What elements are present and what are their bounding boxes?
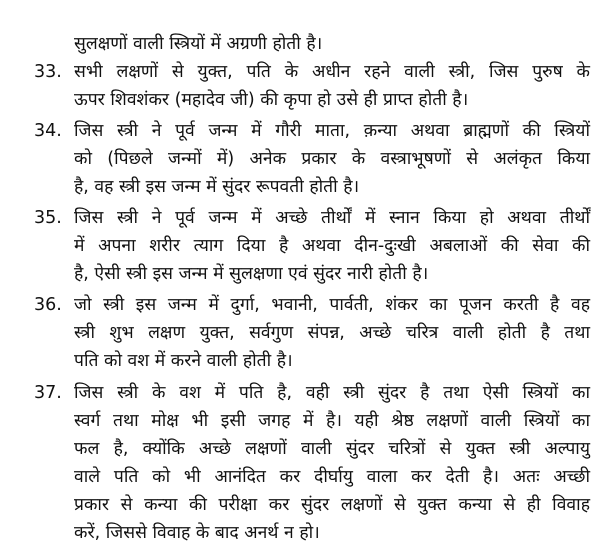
item-line: पति को वश में करने वाली होती है।	[74, 351, 293, 371]
item-line: स्त्री शुभ लक्षण युक्त, सर्वगुण संपन्न, अच्छे चरित्र वाली होती है तथा	[74, 323, 590, 343]
item-line: करें, जिससे विवाह के बाद अनर्थ न हो।	[74, 523, 320, 543]
item-number: 37.	[34, 383, 62, 403]
item-line: वाले पति को भी आनंदित कर दीर्घायु वाला कर देती है। अतः अच्छी	[74, 467, 590, 487]
item-number: 36.	[34, 295, 62, 315]
item-number: 34.	[34, 121, 62, 141]
item-line: सभी लक्षणों से युक्त, पति के अधीन रहने वाली स्त्री, जिस पुरुष के	[74, 62, 590, 82]
item-line: जिस स्त्री ने पूर्व जन्म में गौरी माता, क़न्या अथवा ब्राह्मणों की स्त्रियों	[74, 121, 590, 141]
item-line: स्वर्ग तथा मोक्ष भी इसी जगह में है। यही श्रेष्ठ लक्षणों वाली स्त्रियों का	[74, 411, 590, 431]
item-line: है, वह स्त्री इस जन्म में सुंदर रूपवती होती है।	[74, 177, 360, 197]
lead-line: सुलक्षणों वाली स्त्रियों में अग्रणी होती है।	[74, 34, 323, 54]
item-line: को (पिछले जन्मों में) अनेक प्रकार के वस्त्राभूषणों से अलंकृत किया	[74, 149, 590, 169]
item-line: जिस स्त्री ने पूर्व जन्म में अच्छे तीर्थों में स्नान किया हो अथवा तीर्थों	[74, 208, 590, 228]
item-line: जो स्त्री इस जन्म में दुर्गा, भवानी, पार्वती, शंकर का पूजन करती है वह	[74, 295, 590, 315]
item-line: ऊपर शिवशंकर (महादेव जी) की कृपा हो उसे ही प्राप्त होती है।	[74, 90, 469, 110]
item-line: जिस स्त्री के वश में पति है, वही स्त्री सुंदर है तथा ऐसी स्त्रियों का	[74, 383, 590, 403]
item-line: प्रकार से कन्या की परीक्षा कर सुंदर लक्षणों से युक्त कन्या से ही विवाह	[74, 495, 590, 515]
item-line: में अपना शरीर त्याग दिया है अथवा दीन-दुःखी अबलाओं की सेवा की	[74, 236, 590, 256]
item-number: 33.	[34, 62, 62, 82]
item-line: है, ऐसी स्त्री इस जन्म में सुलक्षणा एवं सुंदर नारी होती है।	[74, 264, 429, 284]
item-number: 35.	[34, 208, 62, 228]
item-line: फल है, क्योंकि अच्छे लक्षणों वाली सुंदर चरित्रों से युक्त स्त्री अल्पायु	[74, 439, 590, 459]
